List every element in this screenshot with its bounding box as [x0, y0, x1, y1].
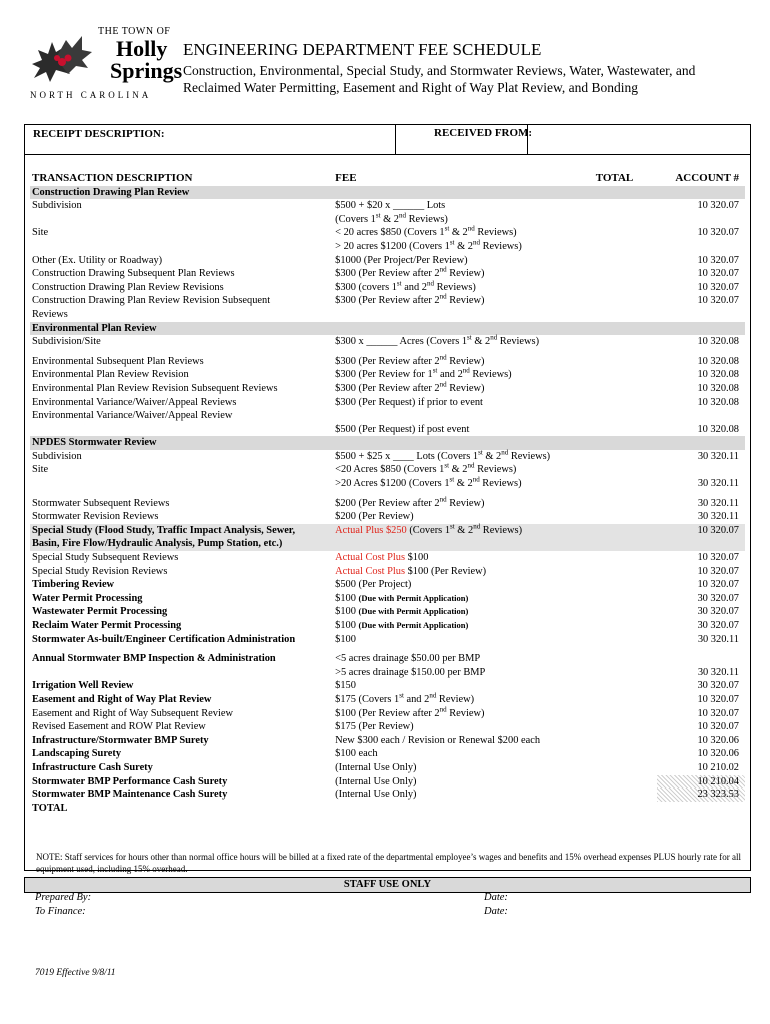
row-fee [328, 382, 594, 396]
row-account: 30 320.11 [697, 666, 739, 678]
row-fee [328, 720, 594, 734]
row-account [657, 213, 745, 227]
fee-text: $100 [335, 633, 356, 645]
fee-text: $100 [335, 606, 359, 618]
fee-actual-cost-text: Actual Cost Plus [335, 565, 406, 577]
row-account: 10 320.08 [697, 355, 739, 367]
fee-text: >20 Acres $1200 (Covers 1st & 2nd Reviews) [335, 475, 522, 490]
row-account: 10 320.08 [697, 423, 739, 435]
row-fee [328, 368, 594, 382]
row-description: Subdivision [32, 200, 82, 212]
to-finance-label: To Finance: [35, 906, 86, 917]
row-total[interactable] [594, 734, 658, 748]
row-description: NPDES Stormwater Review [30, 436, 328, 450]
row-fee [328, 679, 594, 693]
row-account: 10 320.08 [697, 382, 739, 394]
row-total[interactable] [594, 267, 658, 281]
row-total[interactable] [594, 294, 658, 308]
row-account: 10 320.07 [697, 552, 739, 564]
fee-note-text: (Due with Permit Application) [358, 606, 469, 617]
fee-note-text: (Due with Permit Application) [358, 592, 469, 603]
fee-row [30, 775, 745, 789]
receipt-header [24, 124, 751, 155]
fee-row [30, 240, 745, 254]
row-total[interactable] [594, 761, 658, 775]
row-description [30, 213, 328, 227]
row-fee [328, 693, 594, 707]
fee-text: $500 (Per Request) if post event [335, 423, 470, 435]
row-total[interactable] [594, 619, 658, 633]
row-account: 30 320.11 [697, 633, 739, 645]
row-account: 23 323.53 [657, 788, 745, 802]
fee-row [30, 497, 745, 511]
row-description: Infrastructure/Stormwater BMP Surety [32, 734, 209, 746]
row-fee [328, 355, 594, 369]
row-description: Reclaim Water Permit Processing [32, 620, 182, 631]
row-description: Stormwater As-built/Engineer Certification Administration [32, 633, 296, 645]
row-account [657, 322, 745, 336]
row-description: Stormwater BMP Maintenance Cash Surety [32, 789, 228, 801]
row-fee [328, 788, 594, 802]
row-total[interactable] [594, 551, 658, 565]
row-fee [328, 775, 594, 789]
row-account [657, 802, 745, 816]
fee-text: $175 (Covers 1st and 2nd Review) [335, 691, 475, 705]
fee-row [30, 355, 745, 369]
fee-row [30, 450, 745, 464]
row-account [657, 463, 745, 477]
fee-row [30, 409, 745, 423]
fee-row [30, 226, 745, 240]
fee-row [30, 322, 745, 336]
row-description: Environmental Plan Review Revision Subsequent Reviews [32, 382, 278, 394]
fee-row [30, 747, 745, 761]
fee-row [30, 578, 745, 592]
row-account: 10 320.07 [697, 200, 739, 212]
row-account: 30 320.11 [697, 497, 739, 509]
fee-row [30, 707, 745, 721]
row-account: 30 320.07 [697, 680, 739, 692]
col-fee-header: FEE [335, 172, 357, 184]
fee-row [30, 537, 745, 551]
row-account: 30 320.07 [697, 620, 739, 631]
row-total[interactable] [594, 524, 658, 538]
row-account [657, 240, 745, 254]
fee-row [30, 788, 745, 802]
row-account: 10 210.04 [657, 775, 745, 789]
fee-text: $300 (Per Review after 2nd Review) [335, 265, 485, 280]
row-account: 10 320.07 [657, 524, 745, 538]
row-fee [328, 213, 594, 227]
row-account [657, 537, 745, 551]
row-account: 10 320.07 [697, 295, 739, 307]
row-fee [328, 186, 594, 200]
received-from-cell[interactable] [396, 125, 533, 155]
row-account: 10 320.06 [697, 748, 739, 760]
form-footer: 7019 Effective 9/8/11 [35, 968, 116, 978]
fee-row [30, 802, 745, 816]
row-fee [328, 761, 594, 775]
row-fee [328, 605, 594, 619]
fee-row [30, 734, 745, 748]
row-total[interactable] [594, 308, 658, 322]
row-fee [328, 578, 594, 592]
fee-text: $500 (Per Project) [335, 579, 412, 591]
row-fee [328, 510, 594, 524]
fee-text: <20 Acres $850 (Covers 1st & 2nd Reviews) [335, 462, 517, 476]
row-account: 10 320.07 [697, 268, 739, 280]
row-total[interactable] [594, 335, 658, 349]
row-fee [328, 267, 594, 281]
row-fee [328, 240, 594, 254]
row-total[interactable] [594, 409, 658, 423]
row-description: Special Study (Flood Study, Traffic Impact Analysis, Sewer, [30, 524, 328, 538]
fee-text: $1000 (Per Project/Per Review) [335, 254, 468, 266]
row-description: Construction Drawing Subsequent Plan Reviews [32, 268, 235, 280]
row-account: 10 320.07 [697, 707, 739, 719]
row-total[interactable] [594, 463, 658, 477]
fee-text: $100 [335, 620, 359, 631]
row-total[interactable] [594, 382, 658, 396]
row-description: Site [32, 227, 49, 239]
row-fee [328, 747, 594, 761]
row-description [30, 240, 328, 254]
fee-row [30, 267, 745, 281]
row-fee [328, 226, 594, 240]
row-description: Landscaping Surety [32, 748, 122, 760]
fee-row [30, 761, 745, 775]
row-account: 30 320.11 [697, 478, 739, 490]
fee-text: $300 (Per Review after 2nd Review) [335, 380, 485, 394]
row-total[interactable] [594, 652, 658, 666]
row-account: 10 320.07 [697, 579, 739, 591]
fee-note-text: (Due with Permit Application) [358, 620, 469, 630]
row-total[interactable] [594, 423, 658, 437]
row-account [657, 186, 745, 200]
fee-text: (Covers 1st & 2nd Reviews) [335, 211, 448, 225]
fee-row [30, 592, 745, 606]
fee-row [30, 335, 745, 349]
row-total[interactable] [594, 775, 658, 789]
row-total[interactable] [594, 355, 658, 369]
row-fee [328, 497, 594, 511]
fee-text: $200 (Per Review) [335, 511, 414, 523]
receipt-description-cell[interactable] [25, 125, 396, 155]
fee-text: $300 (Per Review after 2nd Review) [335, 353, 485, 367]
row-fee [328, 652, 594, 666]
row-account: 10 320.07 [697, 281, 739, 293]
fee-row [30, 294, 745, 308]
row-fee [328, 477, 594, 491]
fee-row [30, 619, 745, 633]
row-total[interactable] [594, 477, 658, 491]
row-account: 10 320.07 [697, 721, 739, 733]
row-fee [328, 199, 594, 213]
row-fee [328, 335, 594, 349]
fee-row [30, 633, 745, 647]
fee-row [30, 652, 745, 666]
fee-row [30, 368, 745, 382]
row-description: Environmental Plan Review [30, 322, 328, 336]
row-description: Easement and Right of Way Plat Review [32, 693, 212, 705]
page-title: ENGINEERING DEPARTMENT FEE SCHEDULE [183, 40, 542, 59]
row-fee [328, 707, 594, 721]
row-description: Construction Drawing Plan Review Revision Subsequent [32, 295, 271, 307]
row-account: 30 320.07 [697, 606, 739, 618]
fee-row [30, 605, 745, 619]
row-total[interactable] [594, 396, 658, 410]
row-description: Revised Easement and ROW Plat Review [32, 721, 206, 733]
row-fee [328, 619, 594, 633]
logo-line-2: Holly [116, 36, 168, 61]
fee-text: $100 [335, 592, 359, 604]
fee-text: $300 x ______ Acres (Covers 1st & 2nd Reviews) [335, 333, 540, 348]
row-description: Irrigation Well Review [32, 680, 134, 692]
logo-line-1: THE TOWN OF [98, 26, 171, 37]
row-total[interactable] [594, 450, 658, 464]
row-fee [328, 281, 594, 295]
row-description: Stormwater Revision Reviews [32, 511, 159, 523]
fee-text: New $300 each / Revision or Renewal $200 each [335, 734, 541, 746]
holly-leaf-icon [26, 28, 96, 90]
row-description: Environmental Variance/Waiver/Appeal Review [32, 410, 233, 422]
row-fee [328, 423, 594, 437]
note-text: NOTE: Staff services for hours other than normal office hours will be billed at a fixed rate of the departmental employee’s wages and benefits and 15% overhead expenses PLUS hourly rate for all equipment used, including 15% overhead. [36, 852, 741, 874]
receipt-description-label: RECEIPT DESCRIPTION: [33, 128, 165, 140]
fee-text: > 20 acres $1200 (Covers 1st & 2nd Reviews) [335, 238, 522, 252]
row-total[interactable] [594, 281, 658, 295]
date-label-2: Date: [484, 906, 508, 917]
fee-text: $100 each [335, 748, 378, 760]
row-fee [328, 436, 594, 450]
row-description: Wastewater Permit Processing [32, 606, 168, 618]
row-account [657, 308, 745, 322]
row-description: Site [32, 464, 49, 476]
row-total[interactable] [594, 565, 658, 579]
fee-text: $500 + $25 x ____ Lots (Covers 1st & 2nd Reviews) [335, 448, 551, 462]
fee-text: < 20 acres $850 (Covers 1st & 2nd Reviews) [335, 224, 517, 239]
row-description: Infrastructure Cash Surety [32, 761, 153, 773]
row-account: 30 320.11 [697, 511, 739, 523]
row-total[interactable] [594, 788, 658, 802]
row-fee [328, 592, 594, 606]
row-total[interactable] [594, 679, 658, 693]
row-total[interactable] [594, 226, 658, 240]
row-account: 10 320.08 [697, 336, 739, 348]
row-account [657, 409, 745, 423]
row-description: Construction Drawing Plan Review [30, 186, 328, 200]
row-total[interactable] [594, 633, 658, 647]
fee-row [30, 510, 745, 524]
fee-text: (Covers 1st & 2nd Reviews) [406, 522, 523, 536]
fee-text: $100 (Per Review) [405, 565, 487, 577]
row-account [657, 652, 745, 666]
row-fee [328, 666, 594, 680]
row-description: Basin, Fire Flow/Hydraulic Analysis, Pump Station, etc.) [30, 537, 328, 551]
row-total[interactable] [594, 199, 658, 213]
row-fee [328, 524, 594, 538]
fee-row [30, 281, 745, 295]
row-description [30, 423, 328, 437]
staff-use-bar: STAFF USE ONLY [24, 877, 751, 893]
row-total[interactable] [594, 254, 658, 268]
fee-actual-cost-text: Actual Plus $250 [335, 524, 407, 536]
row-description: TOTAL [32, 802, 68, 814]
row-description: Special Study Subsequent Reviews [32, 552, 179, 564]
fee-text: $300 (Per Review for 1st and 2nd Reviews) [335, 366, 512, 381]
row-total[interactable] [594, 747, 658, 761]
fee-row [30, 477, 745, 491]
row-fee [328, 450, 594, 464]
row-fee [328, 322, 594, 336]
fee-row [30, 186, 745, 200]
fee-row [30, 565, 745, 579]
row-total[interactable] [594, 605, 658, 619]
row-account [657, 436, 745, 450]
date-label-1: Date: [484, 892, 508, 903]
fee-text: (Internal Use Only) [335, 775, 417, 787]
fee-text: $100 [405, 552, 429, 564]
fee-table [30, 172, 745, 815]
row-description: Special Study Revision Reviews [32, 565, 168, 577]
row-fee [328, 633, 594, 647]
row-account: 10 320.08 [697, 396, 739, 408]
row-description: Subdivision [32, 450, 82, 462]
fee-row [30, 436, 745, 450]
row-description: Reviews [32, 308, 68, 320]
row-account: 30 320.11 [697, 450, 739, 462]
row-account: 10 320.06 [697, 734, 739, 746]
fee-text: >5 acres drainage $150.00 per BMP [335, 666, 486, 678]
row-total[interactable] [594, 436, 658, 450]
row-total[interactable] [594, 720, 658, 734]
fee-row [30, 396, 745, 410]
row-total[interactable] [594, 693, 658, 707]
row-account: 10 320.07 [697, 565, 739, 577]
row-fee [328, 294, 594, 308]
row-description [30, 666, 328, 680]
fee-text: <5 acres drainage $50.00 per BMP [335, 653, 481, 665]
row-fee [328, 537, 594, 551]
col-description-header: TRANSACTION DESCRIPTION [32, 172, 193, 184]
row-account: 10 320.08 [697, 369, 739, 381]
fee-text: $500 + $20 x ______ Lots [335, 200, 446, 212]
fee-row [30, 551, 745, 565]
row-total[interactable] [594, 497, 658, 511]
row-total[interactable] [594, 666, 658, 680]
row-fee [328, 254, 594, 268]
row-total[interactable] [594, 213, 658, 227]
row-total[interactable] [594, 186, 658, 200]
row-fee [328, 396, 594, 410]
row-description [30, 477, 328, 491]
fee-row [30, 693, 745, 707]
row-description: Timbering Review [32, 579, 115, 591]
row-total[interactable] [594, 368, 658, 382]
fee-text: $150 [335, 680, 356, 692]
fee-text: (Internal Use Only) [335, 761, 417, 773]
row-total[interactable] [594, 802, 658, 816]
row-description: Environmental Plan Review Revision [32, 369, 189, 381]
fee-row [30, 382, 745, 396]
row-description: Other (Ex. Utility or Roadway) [32, 254, 163, 266]
received-from-label: RECEIVED FROM: [434, 127, 533, 139]
fee-text: $300 (covers 1st and 2nd Reviews) [335, 279, 476, 293]
row-fee [328, 308, 594, 322]
row-account: 10 320.07 [697, 227, 739, 239]
fee-row [30, 666, 745, 680]
row-account: 30 320.07 [697, 592, 739, 604]
town-logo [26, 26, 183, 106]
row-total[interactable] [594, 537, 658, 551]
row-fee [328, 409, 594, 423]
row-account: 10 320.07 [697, 693, 739, 705]
row-total[interactable] [594, 578, 658, 592]
fee-text: $100 (Per Review after 2nd Review) [335, 705, 485, 719]
row-fee [328, 551, 594, 565]
column-header-row [30, 172, 745, 186]
fee-row [30, 463, 745, 477]
page-subtitle: Construction, Environmental, Special Study, and Stormwater Reviews, Water, Wastewater, and Reclaimed Water Permitting, Easement and Right of Way Plat Review, and Bonding [183, 63, 696, 95]
fee-row [30, 423, 745, 437]
logo-line-3: Springs [110, 58, 183, 83]
row-description: Subdivision/Site [32, 336, 101, 348]
row-fee [328, 565, 594, 579]
row-description: Stormwater Subsequent Reviews [32, 497, 170, 509]
row-total[interactable] [594, 322, 658, 336]
fee-text: $300 (Per Review after 2nd Review) [335, 292, 485, 307]
row-total[interactable] [594, 510, 658, 524]
fee-text: $200 (Per Review after 2nd Review) [335, 495, 485, 509]
fee-row [30, 308, 745, 322]
row-fee [328, 734, 594, 748]
row-fee [328, 802, 594, 816]
fee-text: $300 (Per Request) if prior to event [335, 396, 483, 408]
fee-actual-cost-text: Actual Cost Plus [335, 552, 406, 564]
row-total[interactable] [594, 240, 658, 254]
logo-line-4: NORTH CAROLINA [30, 90, 152, 100]
fee-row [30, 679, 745, 693]
row-total[interactable] [594, 707, 658, 721]
row-total[interactable] [594, 592, 658, 606]
fee-row [30, 254, 745, 268]
col-account-header: ACCOUNT # [675, 172, 739, 184]
row-description: Annual Stormwater BMP Inspection & Administration [32, 653, 276, 665]
row-account: 10 210.02 [697, 761, 739, 773]
fee-row [30, 524, 745, 538]
fee-row [30, 199, 745, 213]
fee-row [30, 720, 745, 734]
prepared-by-label: Prepared By: [35, 892, 92, 903]
fee-row [30, 213, 745, 227]
fee-text: (Internal Use Only) [335, 789, 417, 801]
row-description: Construction Drawing Plan Review Revisions [32, 281, 224, 293]
row-description: Water Permit Processing [32, 592, 143, 604]
row-description: Environmental Subsequent Plan Reviews [32, 355, 204, 367]
row-description: Environmental Variance/Waiver/Appeal Reviews [32, 396, 237, 408]
row-fee [328, 463, 594, 477]
row-description: Stormwater BMP Performance Cash Surety [32, 775, 228, 787]
row-account: 10 320.07 [697, 254, 739, 266]
col-total-header: TOTAL [595, 172, 634, 184]
fee-text: $175 (Per Review) [335, 721, 414, 733]
row-description: Easement and Right of Way Subsequent Review [32, 707, 233, 719]
